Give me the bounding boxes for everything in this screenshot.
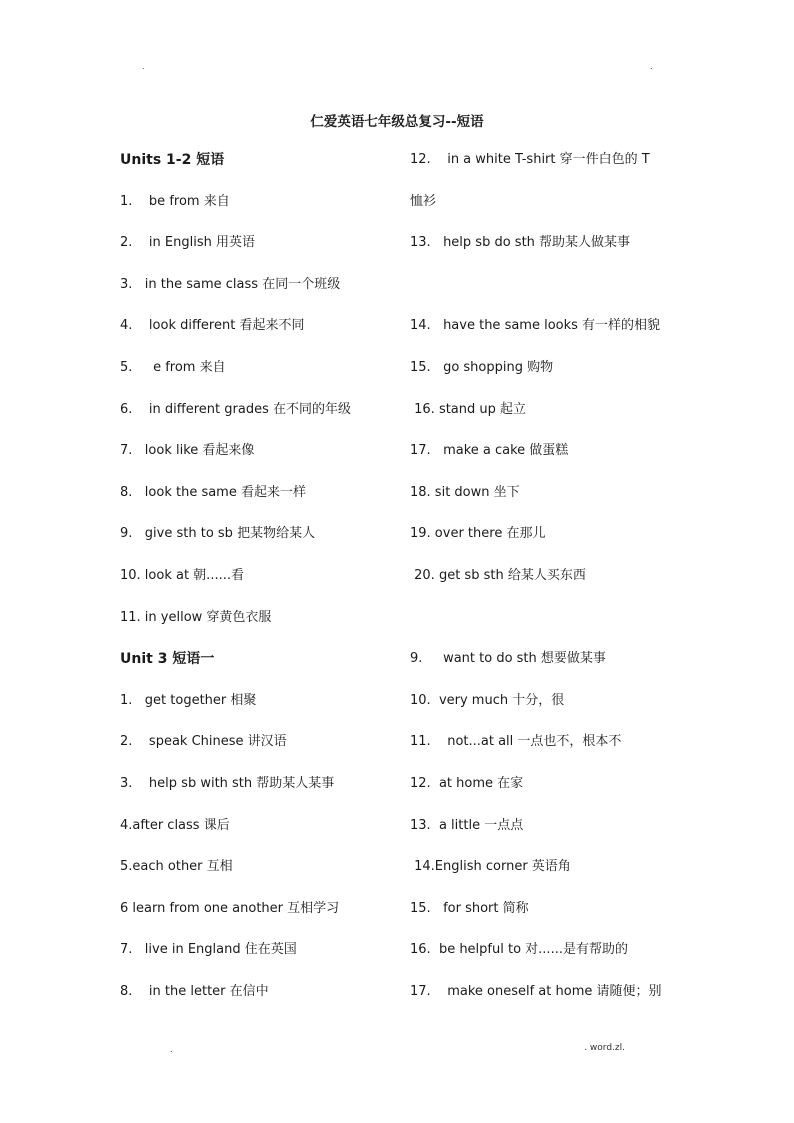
phrase-item: 恤衫 — [410, 193, 437, 209]
phrase-item: 5. e from 来自 — [120, 359, 226, 375]
section-heading: Unit 3 短语一 — [120, 651, 215, 668]
header-mark-left: . — [142, 62, 145, 71]
phrase-item: 14. have the same looks 有一样的相貌 — [410, 318, 661, 334]
phrase-item: 7. look like 看起来像 — [120, 443, 255, 459]
phrase-item: 11. not...at all 一点也不，根本不 — [410, 734, 622, 750]
blank-row — [410, 274, 690, 316]
footer-text: . word.zl. — [584, 1043, 625, 1053]
footer-mark-left: . — [170, 1045, 173, 1054]
phrase-item: 12. at home 在家 — [410, 775, 524, 791]
phrase-item: 6. in different grades 在不同的年级 — [120, 401, 351, 417]
phrase-item: 3. help sb with sth 帮助某人某事 — [120, 775, 335, 791]
phrase-item: 9. give sth to sb 把某物给某人 — [120, 526, 316, 542]
phrase-item: 10. very much 十分，很 — [410, 692, 565, 708]
phrase-item: 9. want to do sth 想要做某事 — [410, 651, 606, 667]
phrase-item: 4.after class 课后 — [120, 817, 230, 833]
section-heading: Units 1-2 短语 — [120, 152, 225, 168]
phrase-item: 18. sit down 坐下 — [410, 484, 520, 500]
blank-row — [410, 607, 690, 649]
phrase-item: 15. for short 简称 — [410, 900, 529, 916]
header-mark-right: . — [650, 62, 653, 71]
phrase-item: 14.English corner 英语角 — [410, 859, 571, 875]
phrase-item: 16. stand up 起立 — [410, 401, 527, 417]
phrase-item: 1. get together 相聚 — [120, 692, 257, 708]
phrase-item: 2. speak Chinese 讲汉语 — [120, 734, 287, 750]
page-title: 仁爱英语七年级总复习--短语 — [310, 114, 484, 130]
phrase-item: 10. look at 朝......看 — [120, 567, 244, 583]
phrase-item: 5.each other 互相 — [120, 859, 233, 875]
phrase-item: 7. live in England 住在英国 — [120, 942, 297, 958]
phrase-item: 8. in the letter 在信中 — [120, 983, 269, 999]
phrase-item: 13. a little 一点点 — [410, 817, 524, 833]
phrase-item: 20. get sb sth 给某人买东西 — [410, 567, 586, 583]
phrase-item: 2. in English 用英语 — [120, 235, 255, 251]
phrase-item: 16. be helpful to 对......是有帮助的 — [410, 942, 628, 958]
phrase-item: 8. look the same 看起来一样 — [120, 484, 306, 500]
phrase-item: 6 learn from one another 互相学习 — [120, 900, 340, 916]
phrase-item: 13. help sb do sth 帮助某人做某事 — [410, 235, 631, 251]
phrase-item: 17. make a cake 做蛋糕 — [410, 443, 569, 459]
phrase-item: 1. be from 来自 — [120, 193, 230, 209]
right-column — [410, 149, 690, 1022]
phrase-item: 3. in the same class 在同一个班级 — [120, 276, 341, 292]
phrase-item: 11. in yellow 穿黄色衣服 — [120, 609, 272, 625]
left-column — [120, 149, 400, 1022]
phrase-item: 19. over there 在那儿 — [410, 526, 546, 542]
phrase-item: 15. go shopping 购物 — [410, 359, 554, 375]
phrase-item: 12. in a white T-shirt 穿一件白色的 T — [410, 152, 650, 167]
phrase-item: 4. look different 看起来不同 — [120, 318, 305, 334]
phrase-item: 17. make oneself at home 请随便；别 — [410, 983, 662, 999]
